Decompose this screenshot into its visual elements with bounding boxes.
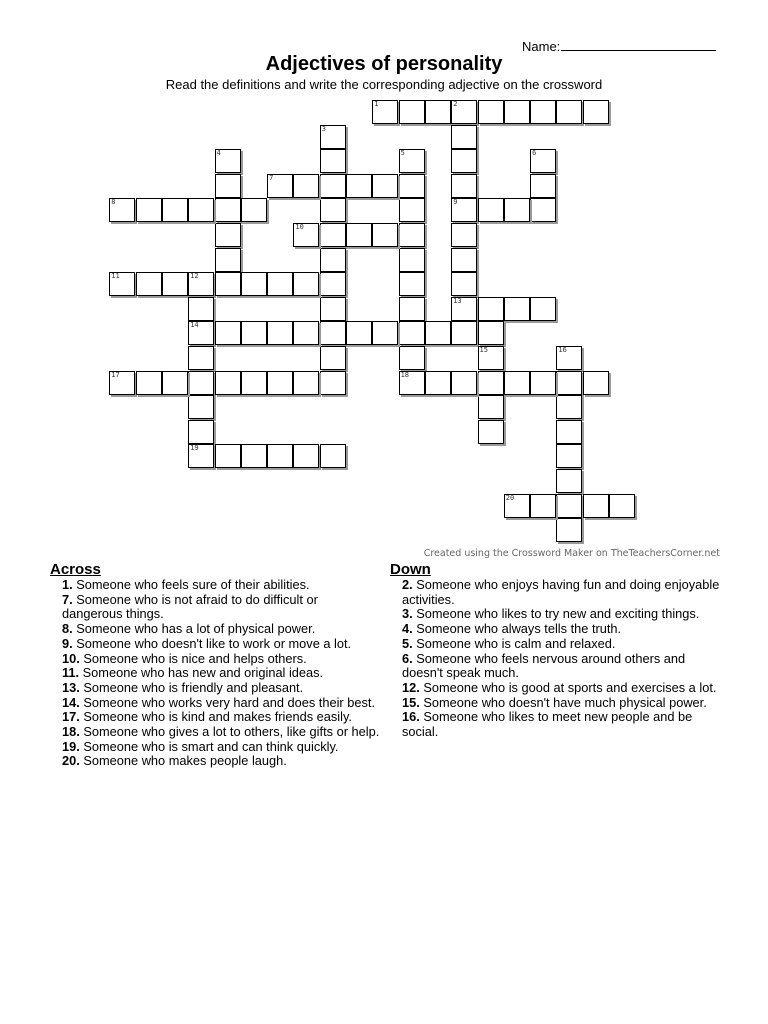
crossword-cell[interactable] xyxy=(215,321,241,345)
clue-num: 11. xyxy=(62,665,80,681)
clue-item xyxy=(62,666,380,681)
crossword-cell[interactable] xyxy=(109,198,135,222)
clue-number: 2 xyxy=(453,100,458,108)
clue-text: Someone who is good at sports and exercises a lot. xyxy=(419,679,717,695)
clue-item xyxy=(402,637,725,652)
crossword-cell[interactable] xyxy=(320,371,346,395)
crossword-cell[interactable] xyxy=(478,346,504,370)
crossword-cell[interactable] xyxy=(241,444,267,468)
crossword-cell[interactable] xyxy=(346,223,372,247)
crossword-cell[interactable] xyxy=(188,346,214,370)
crossword-cell[interactable] xyxy=(188,272,214,296)
clue-number: 16 xyxy=(558,346,567,354)
crossword-cell[interactable] xyxy=(556,395,582,419)
crossword-cell[interactable] xyxy=(530,494,556,518)
crossword-cell[interactable] xyxy=(320,149,346,173)
clue-num: 12. xyxy=(402,679,420,695)
clue-number: 13 xyxy=(453,296,462,305)
crossword-cell[interactable] xyxy=(556,518,582,542)
clue-text: Someone who is kind and makes friends easily. xyxy=(79,709,352,725)
credit-text: Created using the Crossword Maker on TheTeachersCorner.net xyxy=(423,548,720,559)
crossword-cell[interactable] xyxy=(478,198,504,222)
clue-item xyxy=(62,652,380,667)
clue-num: 1. xyxy=(62,577,73,592)
crossword-cell[interactable] xyxy=(399,100,425,124)
clue-number: 9 xyxy=(453,198,458,207)
crossword-cell[interactable] xyxy=(399,321,425,345)
page-subtitle: Read the definitions and write the corresponding adjective on the crossword xyxy=(165,77,603,92)
crossword-cell[interactable] xyxy=(583,100,609,124)
clue-item xyxy=(62,740,380,755)
crossword-cell[interactable] xyxy=(478,100,504,124)
name-label: Name: xyxy=(522,39,561,54)
clue-num: 5. xyxy=(402,635,413,651)
across-clues xyxy=(50,561,380,769)
crossword-cell[interactable] xyxy=(425,321,451,345)
crossword-cell[interactable] xyxy=(215,198,241,222)
clue-text: Someone who has a lot of physical power. xyxy=(72,621,316,637)
clue-number: 11 xyxy=(111,272,120,281)
crossword-cell[interactable] xyxy=(504,494,530,518)
clue-number: 19 xyxy=(190,444,199,453)
crossword-cell[interactable] xyxy=(530,149,556,173)
crossword-cell[interactable] xyxy=(320,223,346,247)
clue-item xyxy=(62,578,380,593)
crossword-cell[interactable] xyxy=(583,371,609,395)
crossword-cell[interactable] xyxy=(293,371,319,395)
clue-text: Someone who doesn't like to work or move a lot. xyxy=(72,635,352,651)
crossword-cell[interactable] xyxy=(556,100,582,124)
crossword-cell[interactable] xyxy=(399,248,425,272)
crossword-cell[interactable] xyxy=(530,174,556,198)
crossword-cell[interactable] xyxy=(399,272,425,296)
crossword-cell[interactable] xyxy=(530,198,556,222)
crossword-cell[interactable] xyxy=(451,149,477,173)
clue-number: 7 xyxy=(269,173,274,182)
crossword-cell[interactable] xyxy=(215,272,241,296)
clue-num: 7. xyxy=(62,591,73,607)
crossword-cell[interactable] xyxy=(399,223,425,247)
crossword-cell[interactable] xyxy=(241,371,267,395)
crossword-cell[interactable] xyxy=(372,321,398,345)
crossword-cell[interactable] xyxy=(320,444,346,468)
clue-text: Someone who likes to try new and exciting things. xyxy=(412,606,700,622)
clue-num: 15. xyxy=(402,694,420,710)
crossword-cell[interactable] xyxy=(320,125,346,149)
crossword-cell[interactable] xyxy=(293,321,319,345)
crossword-cell[interactable] xyxy=(530,100,556,124)
clue-num: 19. xyxy=(62,738,80,754)
crossword-cell[interactable] xyxy=(215,149,241,173)
crossword-cell[interactable] xyxy=(267,371,293,395)
crossword-cell[interactable] xyxy=(241,272,267,296)
clue-text: Someone who feels sure of their abilities. xyxy=(72,577,310,592)
down-clues xyxy=(390,561,725,740)
clue-num: 17. xyxy=(62,709,80,725)
crossword-cell[interactable] xyxy=(136,371,162,395)
clue-item xyxy=(62,637,380,652)
crossword-cell[interactable] xyxy=(504,100,530,124)
clue-text: Someone who likes to meet new people and be social. xyxy=(402,709,693,740)
clue-num: 13. xyxy=(62,679,80,695)
clue-item xyxy=(62,681,380,696)
crossword-cell[interactable] xyxy=(504,371,530,395)
clue-number: 18 xyxy=(400,370,410,379)
crossword-cell[interactable] xyxy=(162,272,188,296)
crossword-cell[interactable] xyxy=(478,420,504,444)
crossword-cell[interactable] xyxy=(162,371,188,395)
down-clue-list xyxy=(390,578,725,740)
crossword-cell[interactable] xyxy=(188,395,214,419)
crossword-cell[interactable] xyxy=(372,100,398,124)
crossword-cell[interactable] xyxy=(504,198,530,222)
clue-text: Someone who is calm and relaxed. xyxy=(412,635,616,651)
crossword-cell[interactable] xyxy=(399,149,425,173)
crossword-cell[interactable] xyxy=(425,100,451,124)
crossword-cell[interactable] xyxy=(399,346,425,370)
across-clue-list xyxy=(50,578,380,769)
crossword-cell[interactable] xyxy=(320,321,346,345)
crossword-cell[interactable] xyxy=(215,371,241,395)
clue-text: Someone who is not afraid to do difficult or dangerous things. xyxy=(62,591,318,622)
clue-num: 10. xyxy=(62,650,80,666)
crossword-cell[interactable] xyxy=(188,420,214,444)
crossword-cell[interactable] xyxy=(188,444,214,468)
crossword-cell[interactable] xyxy=(293,223,319,247)
clue-item xyxy=(62,710,380,725)
crossword-cell[interactable] xyxy=(478,395,504,419)
clue-text: Someone who gives a lot to others, like gifts or help. xyxy=(79,724,380,740)
crossword-cell[interactable] xyxy=(530,297,556,321)
crossword-cell[interactable] xyxy=(215,248,241,272)
across-heading: Across xyxy=(50,561,101,578)
page-title: Adjectives of personality xyxy=(265,53,503,75)
crossword-cell[interactable] xyxy=(478,371,504,395)
crossword-cell[interactable] xyxy=(451,198,477,222)
crossword-cell[interactable] xyxy=(109,272,135,296)
clue-item xyxy=(62,754,380,769)
crossword-cell[interactable] xyxy=(451,223,477,247)
clue-text: Someone who works very hard and does their best. xyxy=(79,694,375,710)
crossword-cell[interactable] xyxy=(399,297,425,321)
crossword-cell[interactable] xyxy=(478,297,504,321)
crossword-cell[interactable] xyxy=(320,346,346,370)
crossword-cell[interactable] xyxy=(293,444,319,468)
clue-num: 16. xyxy=(402,709,420,725)
clue-num: 8. xyxy=(62,621,73,637)
crossword-cell[interactable] xyxy=(346,174,372,198)
clue-item xyxy=(402,696,725,711)
crossword-cell[interactable] xyxy=(162,198,188,222)
clue-num: 3. xyxy=(402,606,413,622)
clue-number: 4 xyxy=(216,149,221,158)
clue-num: 14. xyxy=(62,694,80,710)
crossword-cell[interactable] xyxy=(451,174,477,198)
clue-num: 20. xyxy=(62,753,80,769)
crossword-cell[interactable] xyxy=(241,321,267,345)
crossword-cell[interactable] xyxy=(267,174,293,198)
crossword-cell[interactable] xyxy=(451,321,477,345)
crossword-cell[interactable] xyxy=(399,198,425,222)
crossword-cell[interactable] xyxy=(241,198,267,222)
crossword-cell[interactable] xyxy=(451,297,477,321)
clue-number: 14 xyxy=(190,321,199,330)
crossword-cell[interactable] xyxy=(188,297,214,321)
clue-num: 2. xyxy=(402,577,413,592)
clue-item xyxy=(402,607,725,622)
crossword-cell[interactable] xyxy=(478,321,504,345)
clue-num: 18. xyxy=(62,724,80,740)
crossword-cell[interactable] xyxy=(320,198,346,222)
clue-number: 20 xyxy=(505,493,515,502)
crossword-cell[interactable] xyxy=(109,371,135,395)
crossword-cell[interactable] xyxy=(346,321,372,345)
clue-text: Someone who enjoys having fun and doing enjoyable activities. xyxy=(402,577,720,607)
clue-item xyxy=(402,578,725,607)
clue-number: 12 xyxy=(190,272,199,281)
crossword-cell[interactable] xyxy=(451,248,477,272)
crossword-cell[interactable] xyxy=(451,371,477,395)
clue-item xyxy=(402,622,725,637)
clue-item xyxy=(62,622,380,637)
clue-number: 10 xyxy=(295,223,304,231)
crossword-cell[interactable] xyxy=(293,272,319,296)
clue-item xyxy=(402,710,725,739)
crossword-cell[interactable] xyxy=(188,321,214,345)
crossword-cell[interactable] xyxy=(215,174,241,198)
crossword-cell[interactable] xyxy=(451,100,477,124)
crossword-cell[interactable] xyxy=(372,223,398,247)
clue-number: 6 xyxy=(532,149,537,158)
clue-num: 9. xyxy=(62,635,73,651)
crossword-cell[interactable] xyxy=(320,272,346,296)
clue-text: Someone who is friendly and pleasant. xyxy=(79,679,304,695)
crossword-cell[interactable] xyxy=(425,371,451,395)
clue-number: 15 xyxy=(479,346,488,354)
crossword-cell[interactable] xyxy=(188,198,214,222)
crossword-cell[interactable] xyxy=(451,125,477,149)
crossword-cell[interactable] xyxy=(372,174,398,198)
clue-text: Someone who feels nervous around others and doesn't speak much. xyxy=(402,650,686,681)
clue-item xyxy=(62,593,380,622)
crossword-cell[interactable] xyxy=(320,297,346,321)
clue-item xyxy=(62,725,380,740)
crossword-cell[interactable] xyxy=(399,174,425,198)
crossword-cell[interactable] xyxy=(504,297,530,321)
clue-text: Someone who makes people laugh. xyxy=(79,753,287,769)
crossword-cell[interactable] xyxy=(556,346,582,370)
crossword-cell[interactable] xyxy=(530,371,556,395)
crossword-cell[interactable] xyxy=(451,272,477,296)
crossword-cell[interactable] xyxy=(267,272,293,296)
clue-number: 8 xyxy=(111,198,116,207)
clue-number: 3 xyxy=(321,124,326,133)
clue-item xyxy=(402,681,725,696)
crossword-cell[interactable] xyxy=(215,223,241,247)
crossword-cell[interactable] xyxy=(188,371,214,395)
crossword-cell[interactable] xyxy=(556,371,582,395)
clue-text: Someone who always tells the truth. xyxy=(412,621,622,637)
clue-number: 17 xyxy=(111,370,120,379)
clue-number: 1 xyxy=(374,100,379,108)
crossword-cell[interactable] xyxy=(267,321,293,345)
clue-text: Someone who has new and original ideas. xyxy=(79,665,324,681)
crossword-cell[interactable] xyxy=(556,444,582,468)
crossword-cell[interactable] xyxy=(556,469,582,493)
crossword-cell[interactable] xyxy=(609,494,635,518)
crossword-cell[interactable] xyxy=(136,198,162,222)
crossword-cell[interactable] xyxy=(215,444,241,468)
crossword-cell[interactable] xyxy=(556,420,582,444)
clue-number: 5 xyxy=(400,149,405,158)
down-heading: Down xyxy=(390,561,431,578)
clue-num: 4. xyxy=(402,621,413,637)
clue-text: Someone who is smart and can think quickly. xyxy=(79,738,339,754)
crossword-cell[interactable] xyxy=(136,272,162,296)
clue-item xyxy=(402,652,725,681)
crossword-cell[interactable] xyxy=(267,444,293,468)
clue-num: 6. xyxy=(402,650,413,666)
clue-item xyxy=(62,696,380,711)
clue-text: Someone who is nice and helps others. xyxy=(79,650,307,666)
clue-text: Someone who doesn't have much physical power. xyxy=(419,694,707,710)
crossword-cell[interactable] xyxy=(399,371,425,395)
crossword-cell[interactable] xyxy=(320,248,346,272)
crossword-cell[interactable] xyxy=(320,174,346,198)
crossword-cell[interactable] xyxy=(293,174,319,198)
crossword-cell[interactable] xyxy=(556,494,582,518)
crossword-cell[interactable] xyxy=(583,494,609,518)
